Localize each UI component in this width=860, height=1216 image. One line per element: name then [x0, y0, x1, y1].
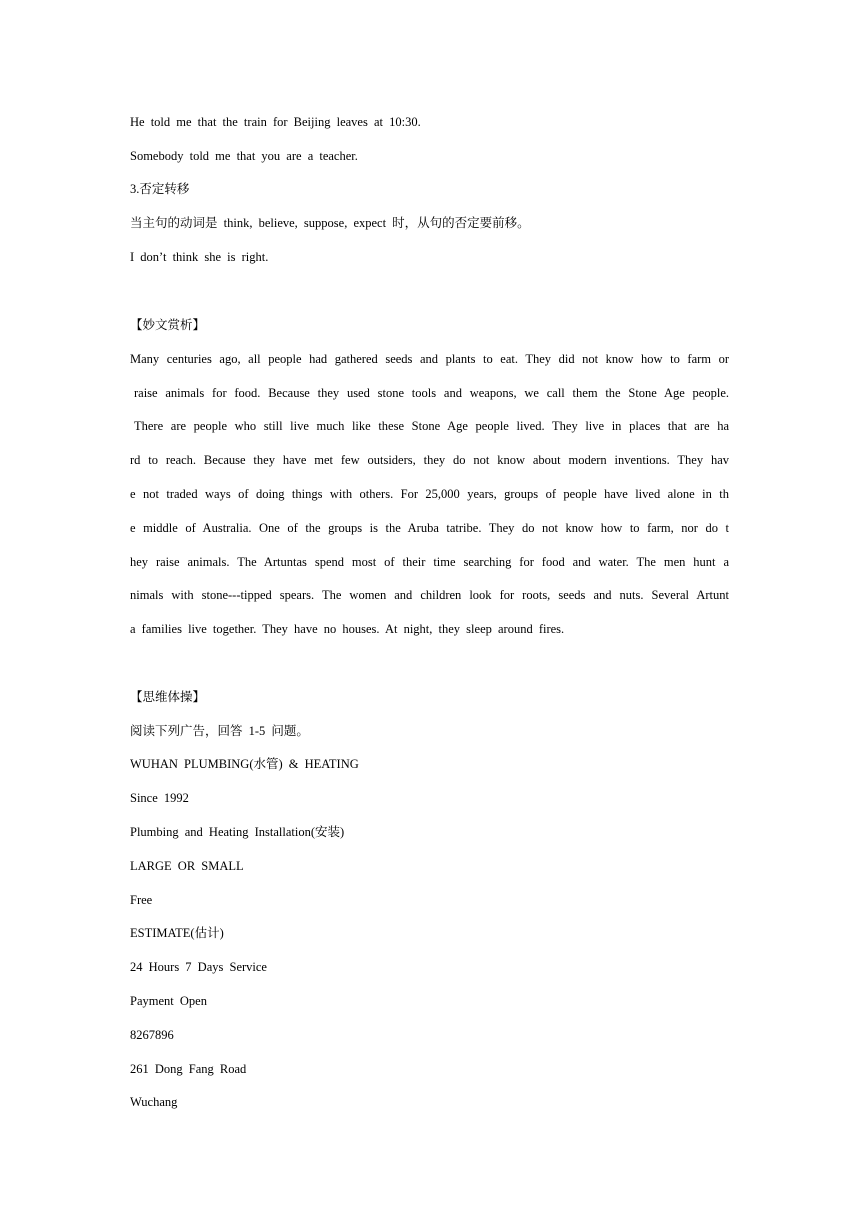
ad-address: 261 Dong Fang Road — [130, 1062, 247, 1076]
section-title: 3.否定转移 — [130, 182, 190, 196]
exercise-heading: 【思维体操】 — [130, 690, 206, 704]
ad-estimate: ESTIMATE(估计) — [130, 926, 224, 940]
ad-hours: 24 Hours 7 Days Service — [130, 960, 267, 974]
reading-line: There are people who still live much like these Stone Age people lived. They live in places that are ha — [134, 419, 729, 433]
reading-line: raise animals for food. Because they used stone tools and weapons, we call them the Stone Age people. — [134, 386, 729, 400]
exercise-instruction: 阅读下列广告，回答 1-5 问题。 — [130, 724, 309, 738]
ad-size: LARGE OR SMALL — [130, 859, 244, 873]
reading-line: a families live together. They have no houses. At night, they sleep around fires. — [130, 622, 565, 636]
ad-payment: Payment Open — [130, 994, 207, 1008]
grammar-example-3: I don’t think she is right. — [130, 250, 269, 264]
reading-line: e not traded ways of doing things with others. For 25,000 years, groups of people have lived alone in th — [130, 487, 729, 501]
ad-service: Plumbing and Heating Installation(安装) — [130, 825, 345, 839]
ad-district: Wuchang — [130, 1095, 178, 1109]
reading-line: rd to reach. Because they have met few outsiders, they do not know about modern inventions. They hav — [130, 453, 729, 467]
grammar-example-1: He told me that the train for Beijing leaves at 10:30. — [130, 115, 421, 129]
grammar-rule: 当主句的动词是 think, believe, suppose, expect 时，从句的否定要前移。 — [130, 216, 530, 230]
ad-free: Free — [130, 893, 153, 907]
ad-phone: 8267896 — [130, 1028, 174, 1042]
reading-line: hey raise animals. The Artuntas spend most of their time searching for food and water. The men hunt a — [130, 555, 729, 569]
ad-since: Since 1992 — [130, 791, 189, 805]
ad-company: WUHAN PLUMBING(水管) & HEATING — [130, 757, 359, 771]
reading-heading: 【妙文赏析】 — [130, 318, 206, 332]
reading-line: nimals with stone---tipped spears. The women and children look for roots, seeds and nuts. Several Artunt — [130, 588, 729, 602]
grammar-example-2: Somebody told me that you are a teacher. — [130, 149, 358, 163]
reading-line: Many centuries ago, all people had gathered seeds and plants to eat. They did not know how to farm or — [130, 352, 729, 366]
reading-line: e middle of Australia. One of the groups is the Aruba tatribe. They do not know how to farm, nor do t — [130, 521, 729, 535]
